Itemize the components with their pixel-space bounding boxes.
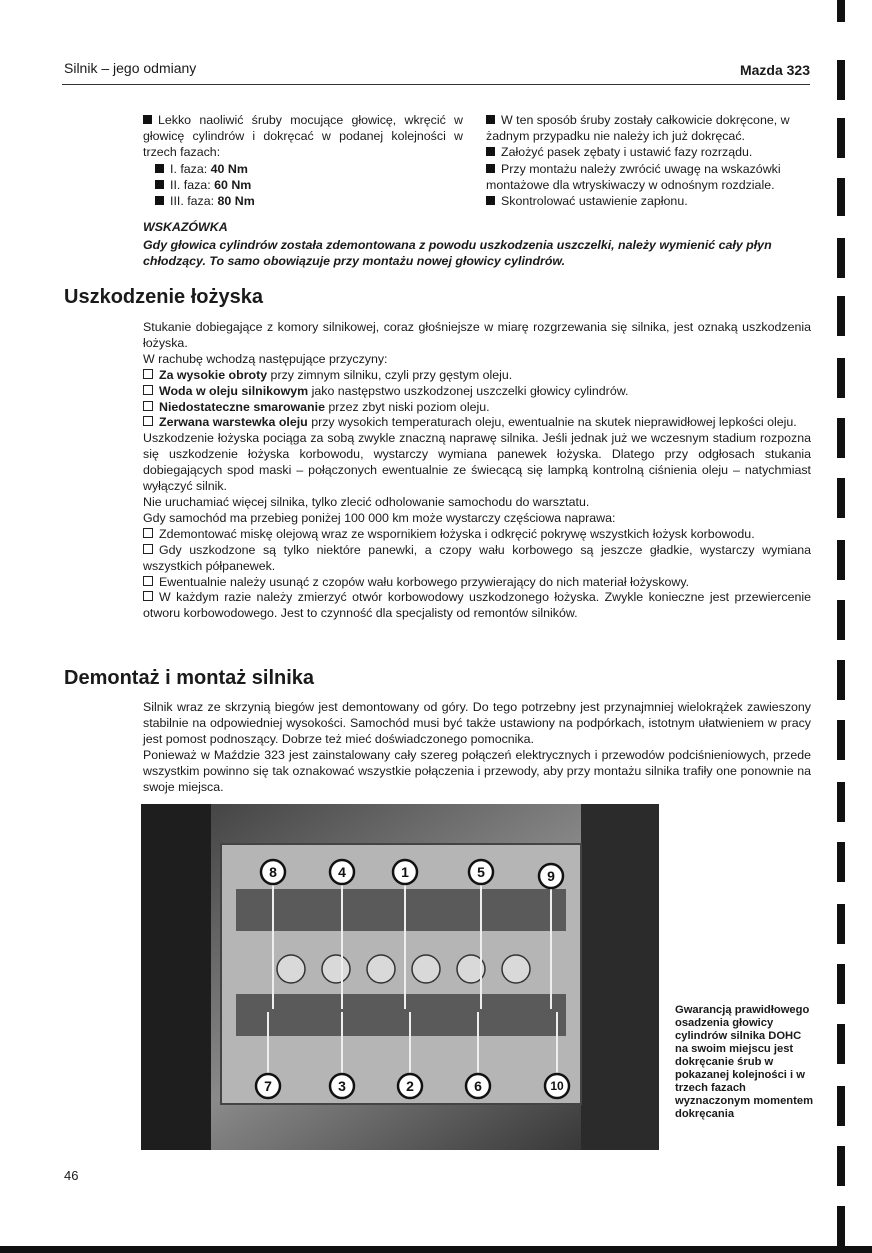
section-body-engine-removal	[143, 700, 811, 795]
bullet-square-icon	[486, 147, 495, 156]
torque-intro: Lekko naoliwić śruby mocujące głowicę, wkręcić w głowicę cylindrów i dokręcać w podanej kolejności w trzech fazach:	[143, 113, 463, 160]
checkbox-square-icon	[143, 369, 153, 379]
bullet-square-icon	[143, 115, 152, 124]
page-number: 46	[64, 1168, 79, 1183]
section-body-bearing-damage	[143, 320, 811, 622]
edge-tab	[837, 964, 845, 1004]
right-column	[486, 112, 811, 209]
torque-phase: II. faza: 60 Nm	[143, 177, 463, 193]
cause-item: Zerwana warstewka oleju przy wysokich temperaturach oleju, ewentualnie na skutek nieprawidłowej lepkości oleju.	[143, 415, 811, 431]
engine-illustration	[141, 804, 659, 1150]
edge-tab	[837, 1086, 845, 1126]
checkbox-square-icon	[143, 528, 153, 538]
edge-tab	[837, 60, 845, 100]
checkbox-square-icon	[143, 591, 153, 601]
checkbox-square-icon	[143, 576, 153, 586]
edge-tab	[837, 904, 845, 944]
edge-tab	[837, 418, 845, 458]
torque-phase: III. faza: 80 Nm	[143, 193, 463, 209]
instruction-item: Przy montażu należy zwrócić uwagę na wskazówki montażowe dla wtryskiwaczy w odnośnym rozdziale.	[486, 161, 781, 192]
bullet-square-icon	[486, 196, 495, 205]
torque-phase: I. faza: 40 Nm	[143, 161, 463, 177]
paragraph: Uszkodzenie łożyska pociąga za sobą zwykle znaczną naprawę silnika. Jeśli jednak już we wczesnym stadium rozpozna się uszkodzenie łożyska korbowodu, wystarczy wymiana panewek łożyska. Dlatego przy odgłosach stukania dobiegających spod maski – połączonych ewentualnie ze świecącą się lampką kontrolną ciśnienia oleju – natychmiast wyłączyć silnik.	[143, 431, 811, 494]
bolt-number: 8	[269, 864, 277, 880]
bolt-number: 9	[547, 868, 555, 884]
bottom-edge-bar	[0, 1246, 872, 1253]
edge-tab	[837, 358, 845, 398]
bullet-square-icon	[155, 180, 164, 189]
edge-tab	[837, 1024, 845, 1064]
edge-tab	[837, 0, 845, 22]
bullet-square-icon	[486, 115, 495, 124]
left-column	[143, 112, 463, 209]
paragraph: Gdy samochód ma przebieg poniżej 100 000 km może wystarczy częściowa naprawa:	[143, 510, 616, 525]
edge-tab	[837, 842, 845, 882]
edge-tab	[837, 600, 845, 640]
running-header-section: Silnik – jego odmiany	[64, 60, 197, 76]
edge-tab	[837, 238, 845, 278]
bullet-square-icon	[155, 164, 164, 173]
section-heading-bearing-damage: Uszkodzenie łożyska	[64, 286, 263, 308]
header-rule	[62, 84, 810, 85]
instruction-item: Założyć pasek zębaty i ustawić fazy rozrządu.	[486, 144, 811, 160]
edge-tab	[837, 782, 845, 822]
bolt-number: 5	[477, 864, 485, 880]
bolt-number: 2	[406, 1078, 414, 1094]
edge-tab	[837, 540, 845, 580]
bolt-number: 3	[338, 1078, 346, 1094]
checkbox-square-icon	[143, 416, 153, 426]
bolt-number: 10	[550, 1079, 564, 1093]
instruction-item: W ten sposób śruby zostały całkowicie dokręcone, w żadnym przypadku nie należy ich już dokręcać.	[486, 113, 790, 144]
edge-tab	[837, 478, 845, 518]
instruction-item: Skontrolować ustawienie zapłonu.	[486, 193, 811, 209]
bullet-square-icon	[155, 196, 164, 205]
cylinder-head-photo	[141, 804, 659, 1150]
bullet-square-icon	[486, 164, 495, 173]
edge-tab	[837, 1206, 845, 1246]
note-title: WSKAZÓWKA	[143, 220, 228, 234]
paragraph: Nie uruchamiać więcej silnika, tylko zlecić odholowanie samochodu do warsztatu.	[143, 494, 590, 509]
edge-tab	[837, 296, 845, 336]
repair-step: Ewentualnie należy usunąć z czopów wału korbowego przywierający do nich materiał łożyskowy.	[143, 575, 811, 591]
figure-caption: Gwarancją prawidłowego osadzenia głowicy cylindrów silnika DOHC na swoim miejscu jest dokręcanie śrub w pokazanej kolejności i w trzech fazach wyznaczonym momentem dokręcania	[675, 1004, 814, 1120]
paragraph: Ponieważ w Maździe 323 jest zainstalowany cały szereg połączeń elektrycznych i przewodów podciśnieniowych, przede wszystkim powinno się tak oznakować wszystkie połączenia i przewody, aby przy montażu silnika trafiły one ponownie na swoje miejsca.	[143, 747, 811, 794]
edge-tab	[837, 660, 845, 700]
section-heading-engine-removal: Demontaż i montaż silnika	[64, 667, 315, 689]
checkbox-square-icon	[143, 401, 153, 411]
checkbox-square-icon	[143, 385, 153, 395]
cause-item: Woda w oleju silnikowym jako następstwo uszkodzonej uszczelki głowicy cylindrów.	[143, 384, 811, 400]
checkbox-square-icon	[143, 544, 153, 554]
paragraph: Stukanie dobiegające z komory silnikowej, coraz głośniejsze w miarę rozgrzewania się silnika, jest oznaką uszkodzenia łożyska.	[143, 320, 811, 350]
note-text: Gdy głowica cylindrów została zdemontowana z powodu uszkodzenia uszczelki, należy wymienić cały płyn chłodzący. To samo obowiązuje przy montażu nowej głowicy cylindrów.	[143, 238, 772, 269]
bolt-number: 4	[338, 864, 346, 880]
edge-tab	[837, 178, 845, 216]
repair-step: Gdy uszkodzone są tylko niektóre panewki, a czopy wału korbowego są jeszcze gładkie, wystarczy wymiana wszystkich półpanewek.	[143, 542, 811, 573]
repair-step: Zdemontować miskę olejową wraz ze wspornikiem łożyska i odkręcić pokrywę wszystkich łożysk korbowodu.	[143, 527, 811, 543]
edge-tab	[837, 118, 845, 158]
paragraph: W rachubę wchodzą następujące przyczyny:	[143, 351, 388, 366]
repair-step: W każdym razie należy zmierzyć otwór korbowodowy uszkodzonego łożyska. Zwykle konieczne jest przewiercenie otworu korbowodowego. Jest to czynność dla specjalisty od remontów silników.	[143, 590, 811, 621]
bolt-number: 6	[474, 1078, 482, 1094]
cause-item: Niedostateczne smarowanie przez zbyt niski poziom oleju.	[143, 400, 811, 416]
bolt-number: 1	[401, 864, 409, 880]
cause-item: Za wysokie obroty przy zimnym silniku, czyli przy gęstym oleju.	[143, 368, 811, 384]
paragraph: Silnik wraz ze skrzynią biegów jest demontowany od góry. Do tego potrzebny jest przynajmniej wielokrążek zawieszony stabilnie na odpowiedniej wysokości. Samochód musi być także ustawiony na podpórkach, istotnym ułatwieniem w pracy jest pomost podnoszący. Dobrze też mieć doświadczonego pomocnika.	[143, 700, 811, 746]
edge-tab	[837, 720, 845, 760]
running-header-model: Mazda 323	[739, 62, 810, 78]
bolt-number: 7	[264, 1078, 272, 1094]
edge-tab	[837, 1146, 845, 1186]
